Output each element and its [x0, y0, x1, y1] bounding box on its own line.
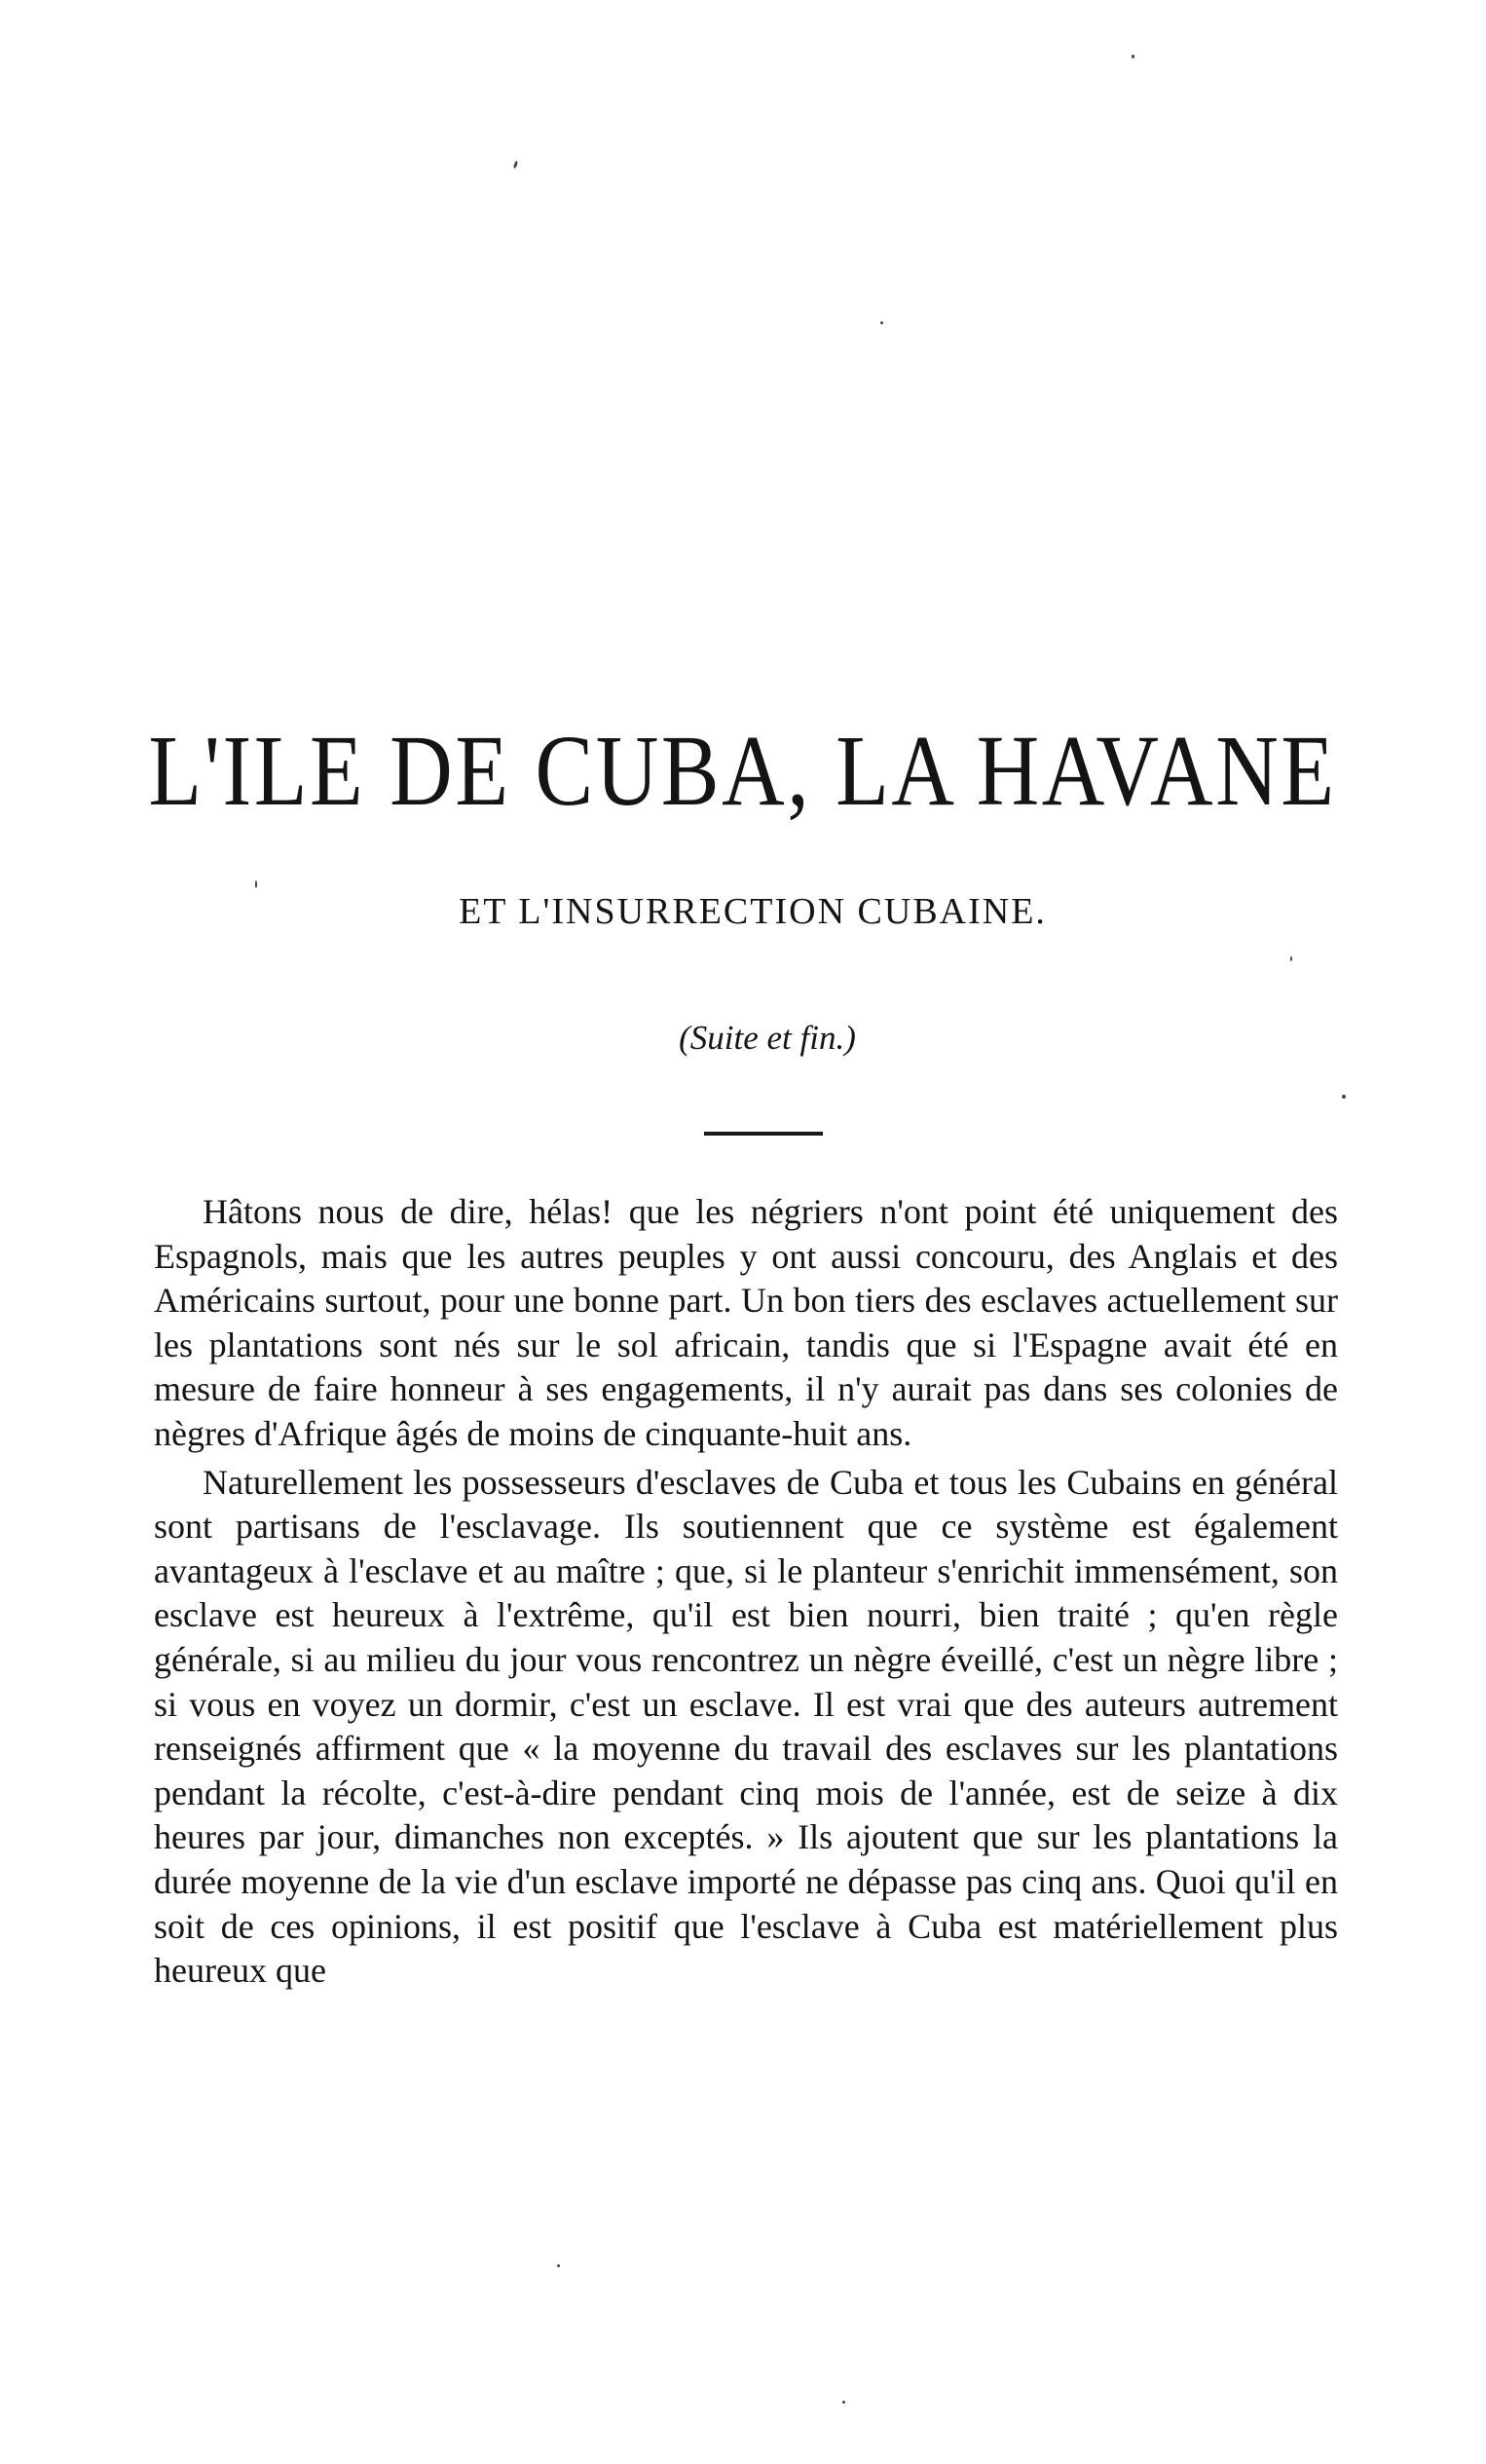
- title-divider: [704, 1132, 823, 1136]
- scan-speck: [1290, 956, 1292, 961]
- article-subtitle: ET L'INSURRECTION CUBAINE.: [459, 891, 1047, 932]
- article-body: [154, 1190, 1338, 1994]
- paragraph: Hâtons nous de dire, hélas! que les négriers n'ont point été uniquement des Espagnols, mais que les autres peuples y ont aussi concouru, des Anglais et des Américains surtout, pour une bonne part. Un bon tiers des esclaves actuellement sur les plantations sont nés sur le sol africain, tandis que si l'Espagne avait été en mesure de faire honneur à ses engagements, il n'y aurait pas dans ses colonies de nègres d'Afrique âgés de moins de cinquante-huit ans.: [154, 1192, 1338, 1453]
- scan-speck: [557, 2264, 560, 2267]
- scan-speck: [1132, 55, 1134, 58]
- scan-speck: [1342, 1095, 1346, 1099]
- paragraph: Naturellement les possesseurs d'esclaves de Cuba et tous les Cubains en général sont partisans de l'esclavage. Ils soutiennent que ce système est également avantageux à l'esclave et au maître ; que, si le planteur s'enrichit immensément, son esclave est heureux à l'extrême, qu'il est bien nourri, bien traité ; qu'en règle générale, si au milieu du jour vous rencontrez un nègre éveillé, c'est un nègre libre ; si vous en voyez un dormir, c'est un esclave. Il est vrai que des auteurs autrement renseignés affirment que « la moyenne du travail des esclaves sur les plantations pendant la récolte, c'est-à-dire pendant cinq mois de l'année, est de seize à dix heures par jour, dimanches non exceptés. » Ils ajoutent que sur les plantations la durée moyenne de la vie d'un esclave importé ne dépasse pas cinq ans. Quoi qu'il en soit de ces opinions, il est positif que l'esclave à Cuba est matériellement plus heureux que: [154, 1462, 1338, 1991]
- continuation-note: (Suite et fin.): [679, 1019, 856, 1057]
- scan-speck: [842, 2401, 845, 2404]
- scan-speck: [513, 161, 519, 169]
- scan-speck: [255, 880, 257, 888]
- scan-speck: [880, 321, 883, 324]
- article-title: L'ILE DE CUBA, LA HAVANE: [148, 715, 1337, 827]
